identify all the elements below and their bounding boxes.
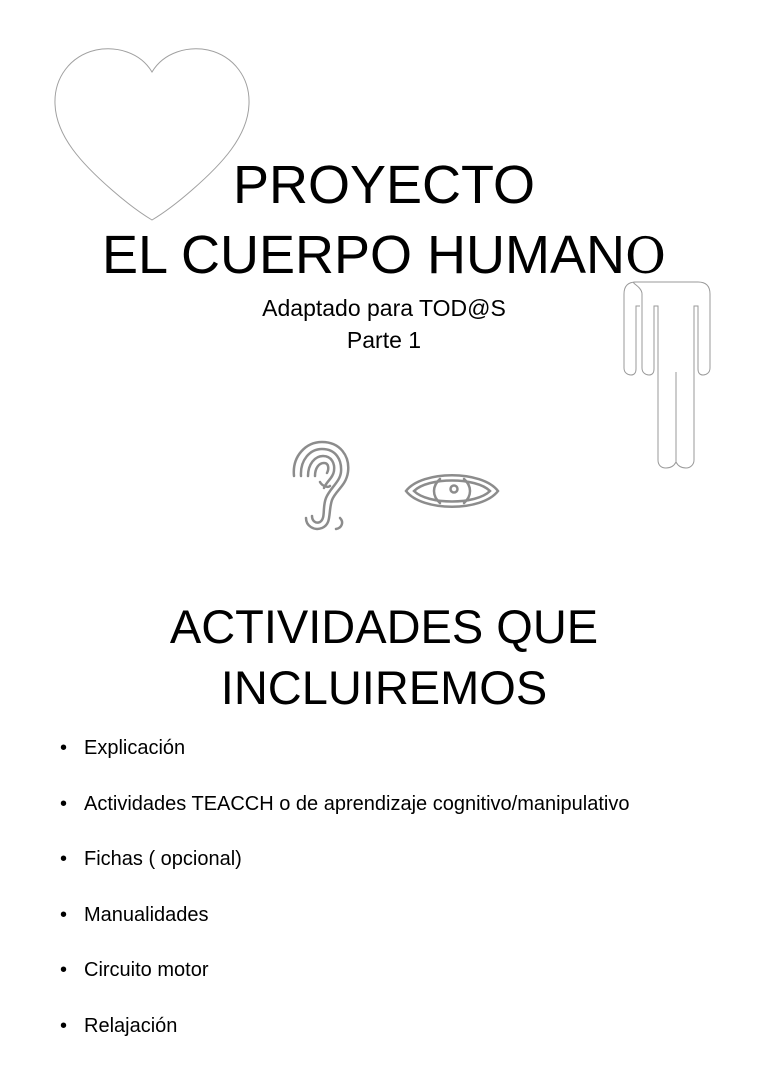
list-item [60,900,629,956]
list-item-text: Manualidades [84,904,209,926]
subtitle-line-2: Parte 1 [0,325,768,355]
bullet: • [60,1011,67,1041]
list-item-text: Circuito motor [84,959,208,981]
list-item [60,1011,629,1066]
bullet: • [60,900,67,930]
bullet: • [60,789,67,819]
bullet: • [60,844,67,874]
bullet: • [60,955,67,985]
eye-icon [402,462,502,520]
list-item [60,955,629,1011]
human-figure-icon [620,276,714,470]
section-title-line-2: INCLUIREMOS [0,657,768,718]
title-line-1: PROYECTO [0,150,768,220]
section-title-line-1: ACTIVIDADES QUE [0,596,768,657]
section-title [0,596,768,718]
list-item-text: Relajación [84,1015,177,1037]
title-line-2-main: EL CUERPO HUMAN [102,225,625,285]
list-item-text: Actividades TEACCH o de aprendizaje cognitivo/manipulativo [84,793,629,815]
bullet: • [60,733,67,763]
subtitle-line-1: Adaptado para TOD@S [0,293,768,323]
title-line-2-last-letter: O [625,227,666,285]
list-item-text: Fichas ( opcional) [84,848,242,870]
list-item [60,789,629,845]
list-item [60,733,629,789]
activity-list [60,733,629,1066]
ear-icon [284,436,356,532]
list-item-text: Explicación [84,737,185,759]
list-item [60,844,629,900]
